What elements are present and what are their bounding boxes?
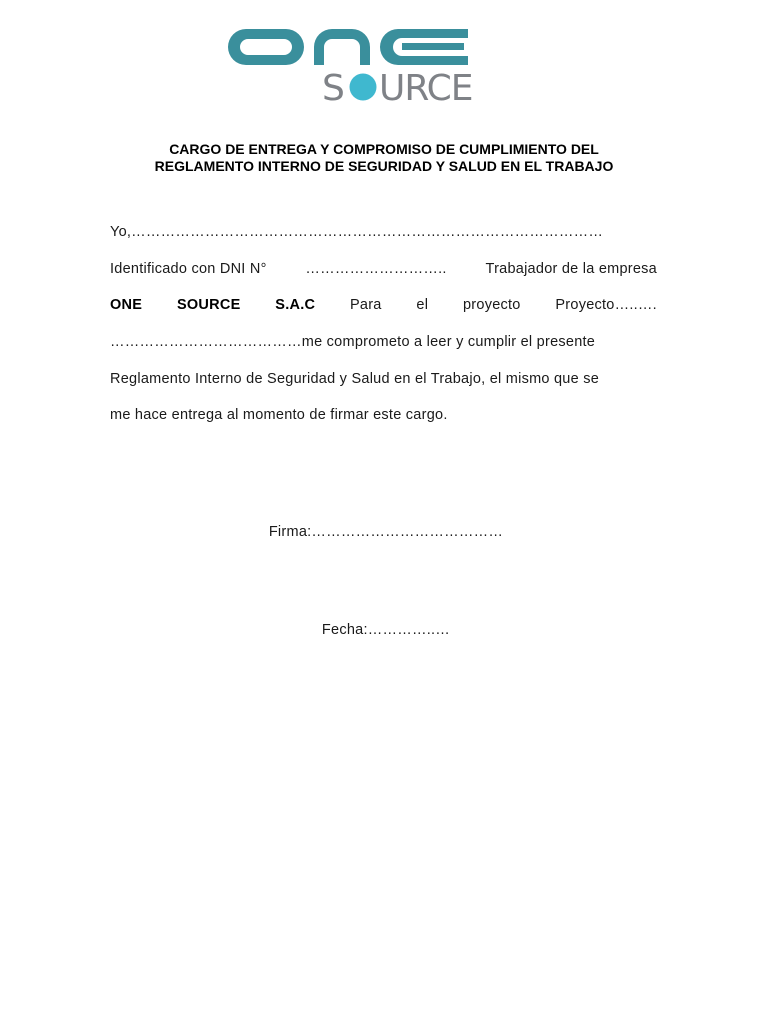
title-line-1: CARGO DE ENTREGA Y COMPROMISO DE CUMPLIMIENTO DEL [169,141,599,157]
word-proyecto: proyecto [462,297,521,313]
line-commitment: …………………………………me comprometo a leer y cumplir el presente [110,334,596,350]
date-line: Fecha:…………..… [321,622,451,638]
line-yo: Yo,…………………………………………………………………………………… [110,224,604,240]
dni-label: Identificado con DNI N° [110,261,267,277]
project-blank: Proyecto…..…. [555,297,657,313]
dni-blank: ……………………….. [305,261,447,277]
signature-line: Firma:………………………………… [268,524,504,540]
one-source-logo [224,24,496,106]
company-word-1: ONE [110,297,143,313]
svg-text:URCE: URCE [379,68,473,106]
word-para: Para [349,297,382,313]
line-regulation: Reglamento Interno de Seguridad y Salud en el Trabajo, el mismo que se [110,371,600,387]
company-word-2: SOURCE [176,297,241,313]
logo-dot-icon [350,74,377,101]
svg-text:S: S [322,68,344,106]
line-company [110,297,657,313]
logo-one-word [228,29,468,65]
logo-source-word [322,68,472,106]
title-line-2: REGLAMENTO INTERNO DE SEGURIDAD Y SALUD EN EL TRABAJO [154,158,614,174]
line-delivery: me hace entrega al momento de firmar este cargo. [110,407,448,423]
document-title [100,141,668,175]
employer-label: Trabajador de la empresa [485,261,657,277]
line-dni [110,261,657,277]
word-el: el [416,297,429,313]
company-word-3: S.A.C [275,297,316,313]
